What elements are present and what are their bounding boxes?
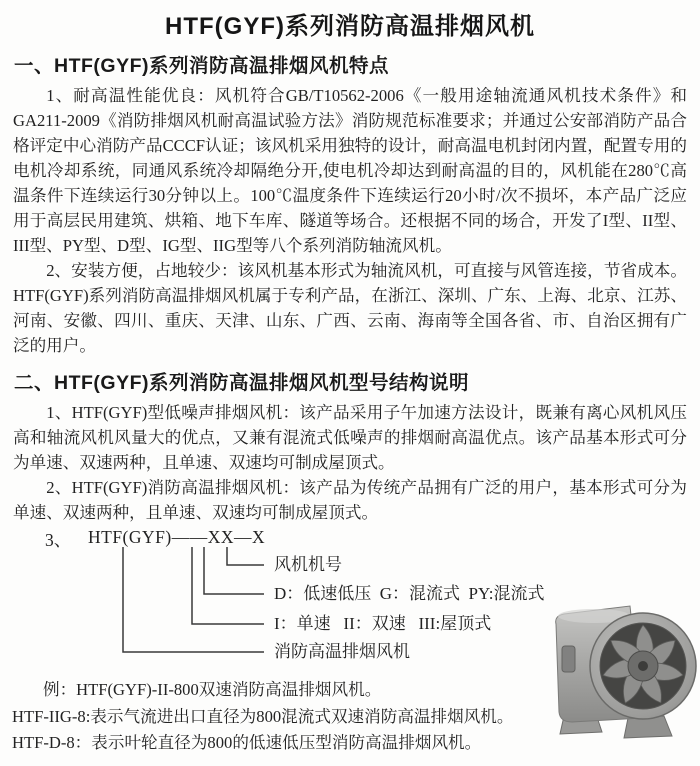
section1-heading: 一、HTF(GYF)系列消防高温排烟风机特点	[14, 55, 389, 77]
section2-paragraph-2: 2、HTF(GYF)消防高温排烟风机：该产品为传统产品拥有广泛的用户，基本形式可分为单速、双速两种，且单速、双速均可制成屋顶式。	[13, 478, 687, 522]
diagram-label-fan-number: 风机机号	[274, 555, 342, 574]
model-code-text: HTF(GYF)——XX—X	[88, 527, 266, 547]
example-line: HTF-IIG-8:表示气流进出口直径为800混流式双速消防高温排烟风机。	[12, 706, 514, 726]
example-line: HTF-D-8：表示叶轮直径为800的低速低压型消防高温排烟风机。	[12, 733, 482, 752]
section1-paragraph-1: 1、耐高温性能优良：风机符合GB/T10562-2006《一般用途轴流通风机技术条件》和GA211-2009《消防排烟风机耐高温试验方法》消防规范标准要求；并通过公安部消防产品合格评定中心消防产品CCCF认证；该风机采用独特的设计，耐高温电机封闭内置，配置专用的电机冷却系统，同通风系统冷却隔绝分开,使电机冷却达到耐高温的目的，风机能在280℃高温条件下连续运行30分钟以上。100℃温度条件下连续运行20小时/次不损坏，本产品广泛应用于高层民用建筑、烘箱、地下车库、隧道等场合。还根据不同的场合，开发了I型、II型、III型、PY型、D型、IG型、IIG型等八个系列消防轴流风机。	[13, 86, 687, 255]
example-line: 例：HTF(GYF)-II-800双速消防高温排烟风机。	[43, 680, 382, 699]
section2-heading: 二、HTF(GYF)系列消防高温排烟风机型号结构说明	[14, 372, 469, 394]
section1-paragraph-2: 2、安装方便，占地较少：该风机基本形式为轴流风机，可直接与风管连接，节省成本。HTF(GYF)系列消防高温排烟风机属于专利产品，在浙江、深圳、广东、上海、北京、江苏、河南、安徽、四川、重庆、天津、山东、广西、云南、海南等全国各省、市、自治区拥有广泛的用户。	[13, 261, 687, 355]
section2-paragraph-1: 1、HTF(GYF)型低噪声排烟风机：该产品采用子午加速方法设计，既兼有离心风机风压高和轴流风机风量大的优点，又兼有混流式低噪声的排烟耐高温优点。该产品基本形式可分为单速、双速两种，且单速、双速均可制成屋顶式。	[13, 403, 687, 472]
fan-product-photo	[542, 590, 700, 742]
diagram-item-number: 3、	[45, 530, 72, 550]
page-title: HTF(GYF)系列消防高温排烟风机	[165, 13, 535, 40]
diagram-label-series-name: 消防高温排烟风机	[274, 642, 410, 661]
diagram-label-type-letter: D：低速低压 G：混流式 PY:混流式	[274, 584, 545, 603]
diagram-label-speed-type: I：单速 II：双速 III:屋顶式	[274, 614, 492, 633]
